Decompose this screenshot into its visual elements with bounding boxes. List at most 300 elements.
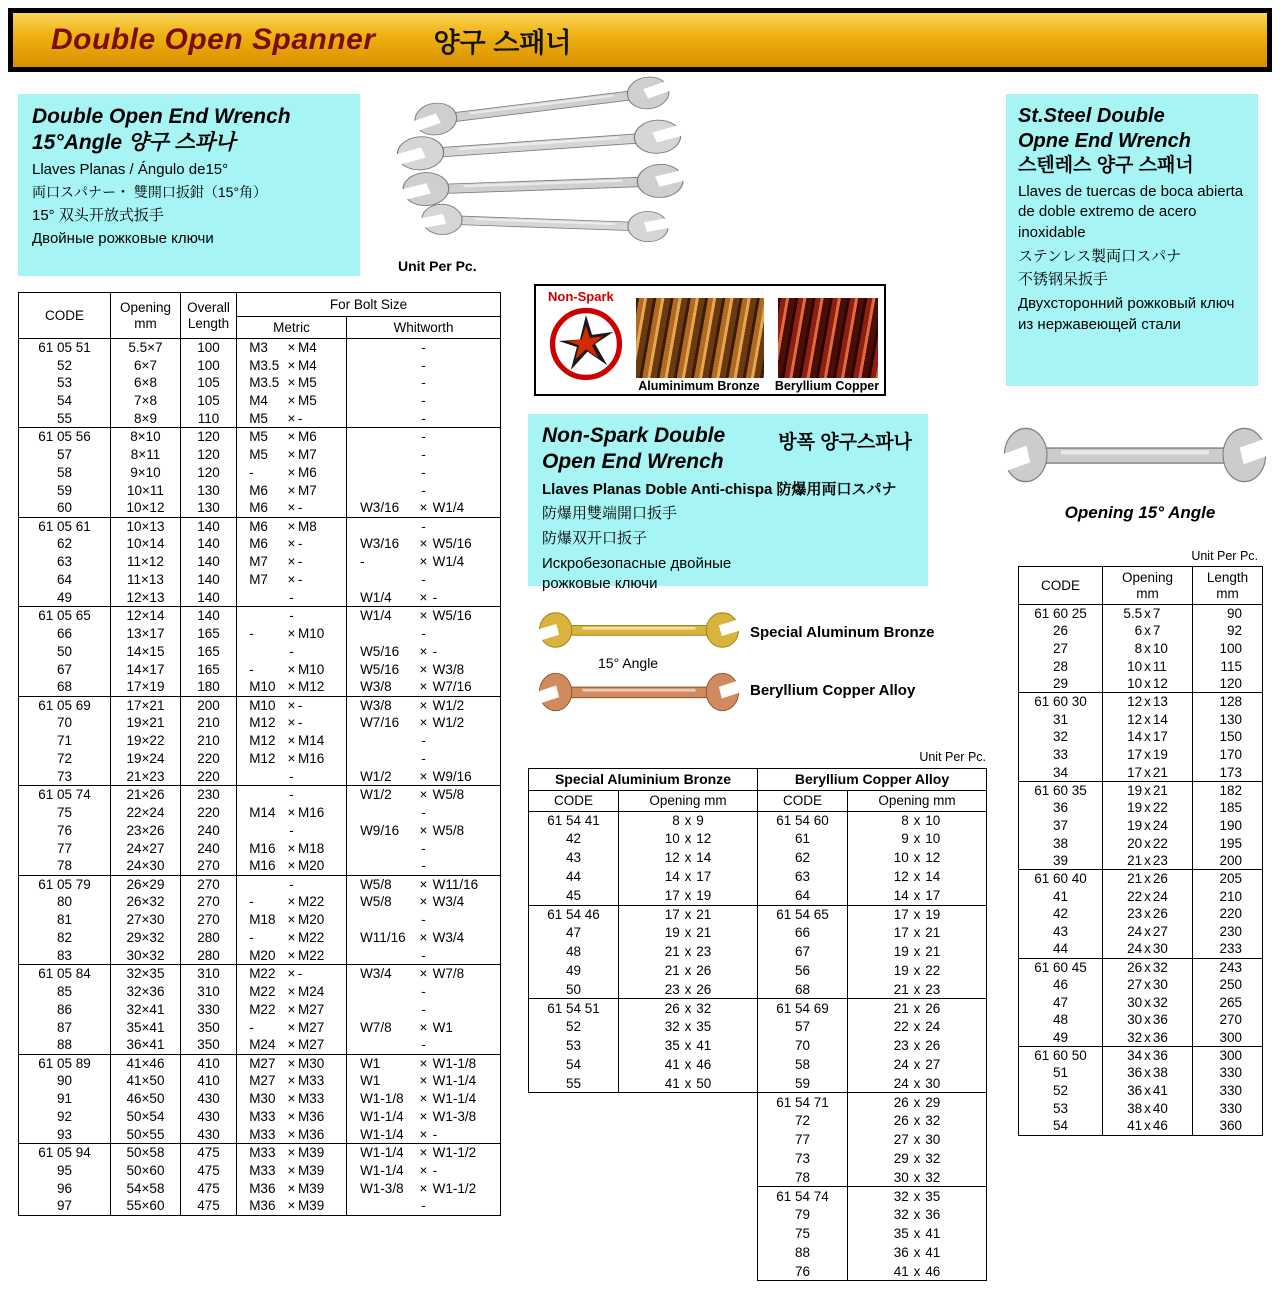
cell-length: 120 [1193,675,1263,693]
cell-code: 81 [19,911,111,929]
cell-length: 270 [181,911,237,929]
cell-part: M4 [298,339,317,355]
cell-part: x [913,981,921,997]
cell-part: W3/4 [360,966,392,982]
cell-length: 270 [181,893,237,911]
cell-blank [529,1131,619,1150]
cell-part: × [287,1108,296,1124]
cell-metric [237,965,347,983]
cell-part: × [419,1108,428,1124]
table-row [19,643,501,661]
cell-part: × [419,697,428,713]
cell-code: 61 54 46 [529,905,619,924]
cell-code: 78 [19,857,111,875]
cell-length: 140 [181,517,237,535]
cell-blank [529,1168,619,1187]
cell-metric [237,374,347,392]
cell-opening: 50×58 [111,1144,181,1162]
cell-opening: 41×50 [111,1072,181,1090]
cell-whitworth [347,875,501,893]
cell-opening: 14×15 [111,643,181,661]
cell-part: x [1144,800,1151,816]
table-row [19,535,501,553]
cell-metric [237,500,347,518]
cell-part: × [287,1073,296,1089]
cell-part: 19 [1127,782,1143,798]
cell-part: 26 [925,1038,941,1054]
cell-code: 61 60 45 [1019,958,1103,976]
cell-part: 26 [1127,959,1143,975]
cell-opening [619,830,758,849]
cell-part: - [249,661,254,677]
cell-part: W3/8 [432,661,465,677]
cell-code: 80 [19,893,111,911]
cell-code: 60 [19,500,111,518]
cell-code: 26 [1019,622,1103,640]
cell-part: M5 [249,411,268,426]
table-row [529,1262,987,1281]
table-row [1019,941,1263,959]
cell-part: x [684,1075,692,1091]
cell-part: x [1144,817,1151,833]
cell-opening: 32×35 [111,965,181,983]
cell-part: x [1144,1048,1151,1064]
cell-opening: 19×22 [111,732,181,750]
cell-part: M30 [298,1055,325,1071]
cell-part: x [913,1019,921,1035]
cell-part: x [913,963,921,979]
table-row [529,811,987,830]
table-row [1019,905,1263,923]
cell-part: 21 [893,1000,909,1016]
table-row [1019,764,1263,782]
cell-part: × [287,572,296,588]
cell-opening [848,1093,987,1112]
cell-code: 32 [1019,728,1103,746]
cell-opening [1103,870,1193,888]
special-bronze-label: Special Aluminum Bronze [750,624,935,641]
cell-code: 64 [19,571,111,589]
cell-length: 475 [181,1197,237,1215]
cell-whitworth: - [347,750,501,768]
cell-metric [237,678,347,696]
cell-opening [619,811,758,830]
cell-opening [619,867,758,886]
cell-part: 27 [893,1132,909,1148]
cell-part: x [1144,676,1151,692]
cell-opening [619,924,758,943]
cell-part: W1-1/2 [432,1180,477,1196]
cell-part: × [287,357,296,373]
info-line-spanish: Llaves Planas / Ángulo de15° [32,160,229,178]
cell-code: 91 [19,1090,111,1108]
cell-part: x [913,1075,921,1091]
cell-part: x [913,831,921,847]
cell-part: × [287,411,296,426]
main-spec-table [18,292,501,1216]
cell-part: 19 [925,906,941,922]
cell-part: 50 [696,1075,712,1091]
cell-code: 61 05 89 [19,1054,111,1072]
cell-opening [1103,834,1193,852]
cell-part: M5 [298,375,317,391]
cell-part: 19 [1127,800,1143,816]
table-row [19,1018,501,1036]
cell-part: W1-3/8 [360,1180,404,1196]
cell-part: 41 [664,1075,680,1091]
cell-part: 24 [1152,888,1168,904]
cell-part: 9 [696,812,704,828]
cell-opening: 27×30 [111,911,181,929]
cell-code: 71 [19,732,111,750]
cell-opening [619,849,758,868]
cell-length: 230 [181,786,237,804]
cell-part: 36 [893,1244,909,1260]
cell-part: 20 [1127,835,1143,851]
cell-whitworth [347,678,501,696]
cell-part: M7 [298,447,317,463]
cell-code: 61 05 56 [19,428,111,446]
cell-whitworth [347,535,501,553]
cell-part: M36 [249,1180,276,1196]
cell-length: 185 [1193,799,1263,817]
cell-blank [619,1112,758,1131]
cell-code: 61 54 65 [758,905,848,924]
cell-length: 430 [181,1126,237,1144]
cell-part: x [1144,640,1151,656]
cell-part: x [684,850,692,866]
cell-part: x [1144,994,1151,1010]
cell-part: M18 [249,912,276,928]
cell-opening [1103,640,1193,658]
cell-part: W5/16 [360,643,400,659]
info-line-russian: Искробезопасные двойные рожковые ключи [542,554,732,593]
table-row [19,696,501,714]
info-line-chinese: 15° 双头开放式扳手 [32,206,164,224]
cell-part: W3/16 [360,500,400,516]
table-row [19,589,501,607]
cell-part: 7 [1152,605,1161,621]
table-row [1019,658,1263,676]
cell-part: × [419,1055,428,1071]
cell-part: M6 [249,500,268,516]
cell-metric [237,714,347,732]
cell-length: 265 [1193,994,1263,1012]
cell-opening [848,1187,987,1206]
table-row [19,464,501,482]
cell-part: × [287,751,296,767]
cell-part: × [287,339,296,355]
cell-part: × [287,733,296,749]
cell-part: M33 [249,1108,276,1124]
cell-part: 10 [1127,658,1143,674]
cell-part: - [249,894,254,910]
cell-part: 27 [1127,977,1143,993]
cell-part: × [419,966,428,982]
cell-part: 21 [925,944,941,960]
cell-part: × [287,375,296,391]
cell-part: W1-1/4 [432,1073,477,1089]
cell-metric: - [237,643,347,661]
info-line-russian: Двухсторонний рожковый ключ из нержавеющей стали [1018,295,1235,333]
table-row [529,999,987,1018]
cell-part: 26 [1152,906,1168,922]
cell-whitworth [347,786,501,804]
cell-opening [848,980,987,999]
cell-length: 105 [181,392,237,410]
table-row [19,339,501,357]
cell-blank [529,1225,619,1244]
cell-length: 130 [1193,711,1263,729]
cell-part: W1 [360,1055,381,1071]
cell-whitworth: - [347,428,501,446]
cell-metric [237,732,347,750]
cell-length: 330 [1193,1100,1263,1118]
cell-code: 46 [1019,976,1103,994]
cell-blank [619,1225,758,1244]
cell-part: M7 [249,554,268,570]
cell-opening [848,886,987,905]
cell-part: M6 [249,518,268,534]
table-row [19,1126,501,1144]
cell-part: W3/4 [432,930,465,946]
cell-part: W1 [432,1019,453,1035]
cell-part: 36 [1152,1012,1168,1028]
cell-whitworth: - [347,356,501,374]
cell-part: - [249,464,254,480]
cell-whitworth [347,1090,501,1108]
cell-part: × [287,1055,296,1071]
cell-part: - [298,411,303,426]
cell-part: × [287,1019,296,1035]
cell-part: M5 [249,429,268,445]
cell-part: × [287,983,296,999]
cell-opening [1103,728,1193,746]
cell-part: M36 [249,1198,276,1214]
cell-part: W9/16 [360,822,400,838]
cell-part: 10 [893,850,909,866]
cell-part: 19 [664,925,680,941]
cell-code: 66 [758,924,848,943]
cell-part: x [913,887,921,903]
cell-code: 61 54 74 [758,1187,848,1206]
cell-code: 61 05 69 [19,696,111,714]
cell-whitworth [347,589,501,607]
cell-part: 32 [893,1188,909,1204]
info-box-title-line1: Non-Spark Double [542,424,726,447]
spec-table [1018,566,1263,1136]
cell-part: 23 [696,944,712,960]
cell-part: 23 [664,981,680,997]
cell-metric [237,1108,347,1126]
cell-length: 140 [181,607,237,625]
cell-opening: 23×26 [111,822,181,840]
cell-whitworth [347,500,501,518]
cell-part: 30 [1152,977,1168,993]
cell-metric [237,1144,347,1162]
cell-code: 50 [529,980,619,999]
cell-whitworth: - [347,482,501,500]
cell-part: M10 [298,661,325,677]
cell-length: 220 [181,768,237,786]
cell-part: × [287,1162,296,1178]
cell-code: 61 60 40 [1019,870,1103,888]
cell-opening: 6×8 [111,374,181,392]
table-row [529,1187,987,1206]
cell-part: M39 [298,1162,325,1178]
cell-code: 27 [1019,640,1103,658]
cell-part: - [249,930,254,946]
cell-opening: 11×12 [111,553,181,571]
cell-part: 41 [1152,1083,1168,1099]
cell-part: 13 [1152,694,1168,710]
cell-code: 66 [19,625,111,643]
cell-blank [619,1206,758,1225]
cell-length: 475 [181,1144,237,1162]
cell-metric [237,1179,347,1197]
cell-part: W11/16 [360,930,406,946]
cell-length: 130 [181,482,237,500]
cell-part: M7 [249,572,268,588]
cell-part: M33 [249,1145,276,1161]
table-row [19,1072,501,1090]
spec-table [18,292,501,1216]
cell-metric [237,661,347,679]
cell-opening: 5.5×7 [111,339,181,357]
table-row [19,1054,501,1072]
cell-code: 82 [19,929,111,947]
cell-part: x [1144,729,1151,745]
cell-part: × [419,608,428,624]
cell-whitworth [347,893,501,911]
table-row [19,1108,501,1126]
cell-length: 120 [181,428,237,446]
cell-opening [848,1243,987,1262]
cell-metric [237,911,347,929]
cell-part: - [298,554,303,570]
cell-opening [848,943,987,962]
cell-length: 180 [181,678,237,696]
cell-whitworth: - [347,571,501,589]
cell-part: W1-1/8 [360,1091,404,1107]
cell-part: M24 [249,1037,276,1053]
cell-opening [1103,781,1193,799]
info-box-title-line1: Double Open End Wrench [32,105,291,128]
cell-opening: 29×32 [111,929,181,947]
cell-part: 24 [893,1057,909,1073]
cell-part: x [1144,888,1151,904]
cell-metric [237,464,347,482]
table-row [19,983,501,1001]
cell-part: 30 [893,1169,909,1185]
cell-length: 220 [1193,905,1263,923]
table-row [19,732,501,750]
cell-length: 100 [181,339,237,357]
table-row [19,822,501,840]
opening-angle-label: Opening 15° Angle [1064,503,1216,522]
cell-part: x [913,944,921,960]
cell-part: M16 [249,858,276,874]
cell-part: M12 [298,679,325,695]
cell-code: 47 [1019,994,1103,1012]
cell-length: 430 [181,1108,237,1126]
cell-part: W1-1/4 [432,1091,477,1107]
cell-part: 30 [1152,941,1168,957]
cell-part: × [287,1126,296,1142]
cell-blank [529,1112,619,1131]
cell-part: × [419,500,428,516]
cell-part: M36 [298,1126,325,1142]
cell-part: 36 [1152,1048,1168,1064]
cell-code: 28 [1019,658,1103,676]
cell-whitworth [347,965,501,983]
page-title: Double Open Spanner [51,23,376,56]
cell-part: 23 [1152,852,1168,868]
col-header-length: Length mm [1193,567,1263,605]
cell-part: M39 [298,1198,325,1214]
cell-code: 36 [1019,799,1103,817]
cell-length: 210 [1193,888,1263,906]
cell-part: W1-3/8 [432,1108,477,1124]
cell-part: 21 [1127,871,1143,887]
cell-whitworth: - [347,410,501,428]
table-row [1019,711,1263,729]
cell-length: 280 [181,947,237,965]
cell-part: 12 [893,869,909,885]
cell-whitworth [347,768,501,786]
col-header-code: CODE [758,791,848,812]
cell-opening [848,1225,987,1244]
cell-part: M33 [249,1126,276,1142]
cell-part: 10 [925,831,941,847]
cell-code: 49 [19,589,111,607]
cell-part: 30 [925,1132,941,1148]
cell-part: × [419,876,428,892]
table-row [19,786,501,804]
page-title-korean: 양구 스패너 [433,27,572,58]
cell-part: M27 [249,1073,276,1089]
cell-part: × [287,804,296,820]
cell-part: W5/16 [360,661,400,677]
cell-code: 76 [19,822,111,840]
cell-part: W5/8 [432,787,465,803]
col-header-bolt-size: For Bolt Size [237,293,501,317]
cell-code: 68 [19,678,111,696]
cell-part: x [913,906,921,922]
info-box-title-korean: 스텐레스 양구 스패너 [1018,155,1194,176]
cell-part: x [913,1113,921,1129]
cell-opening: 46×50 [111,1090,181,1108]
cell-opening [848,1206,987,1225]
cell-part: x [913,1132,921,1148]
cell-part: 32 [1152,994,1168,1010]
angle-label: 15° Angle [598,655,659,671]
cell-code: 61 60 30 [1019,693,1103,711]
cell-length: 230 [1193,923,1263,941]
cell-part: × [287,464,296,480]
cell-part: 46 [696,1057,712,1073]
table-row [19,875,501,893]
cell-part: M20 [249,947,276,963]
cell-part: x [1144,835,1151,851]
info-box-title-korean: 방폭 양구스파나 [778,432,912,453]
cell-opening [1103,994,1193,1012]
cell-part: W1-1/8 [432,1055,477,1071]
cell-opening: 9×10 [111,464,181,482]
cell-part: x [1144,1065,1151,1081]
cell-opening [619,999,758,1018]
cell-part: 8 [672,812,680,828]
